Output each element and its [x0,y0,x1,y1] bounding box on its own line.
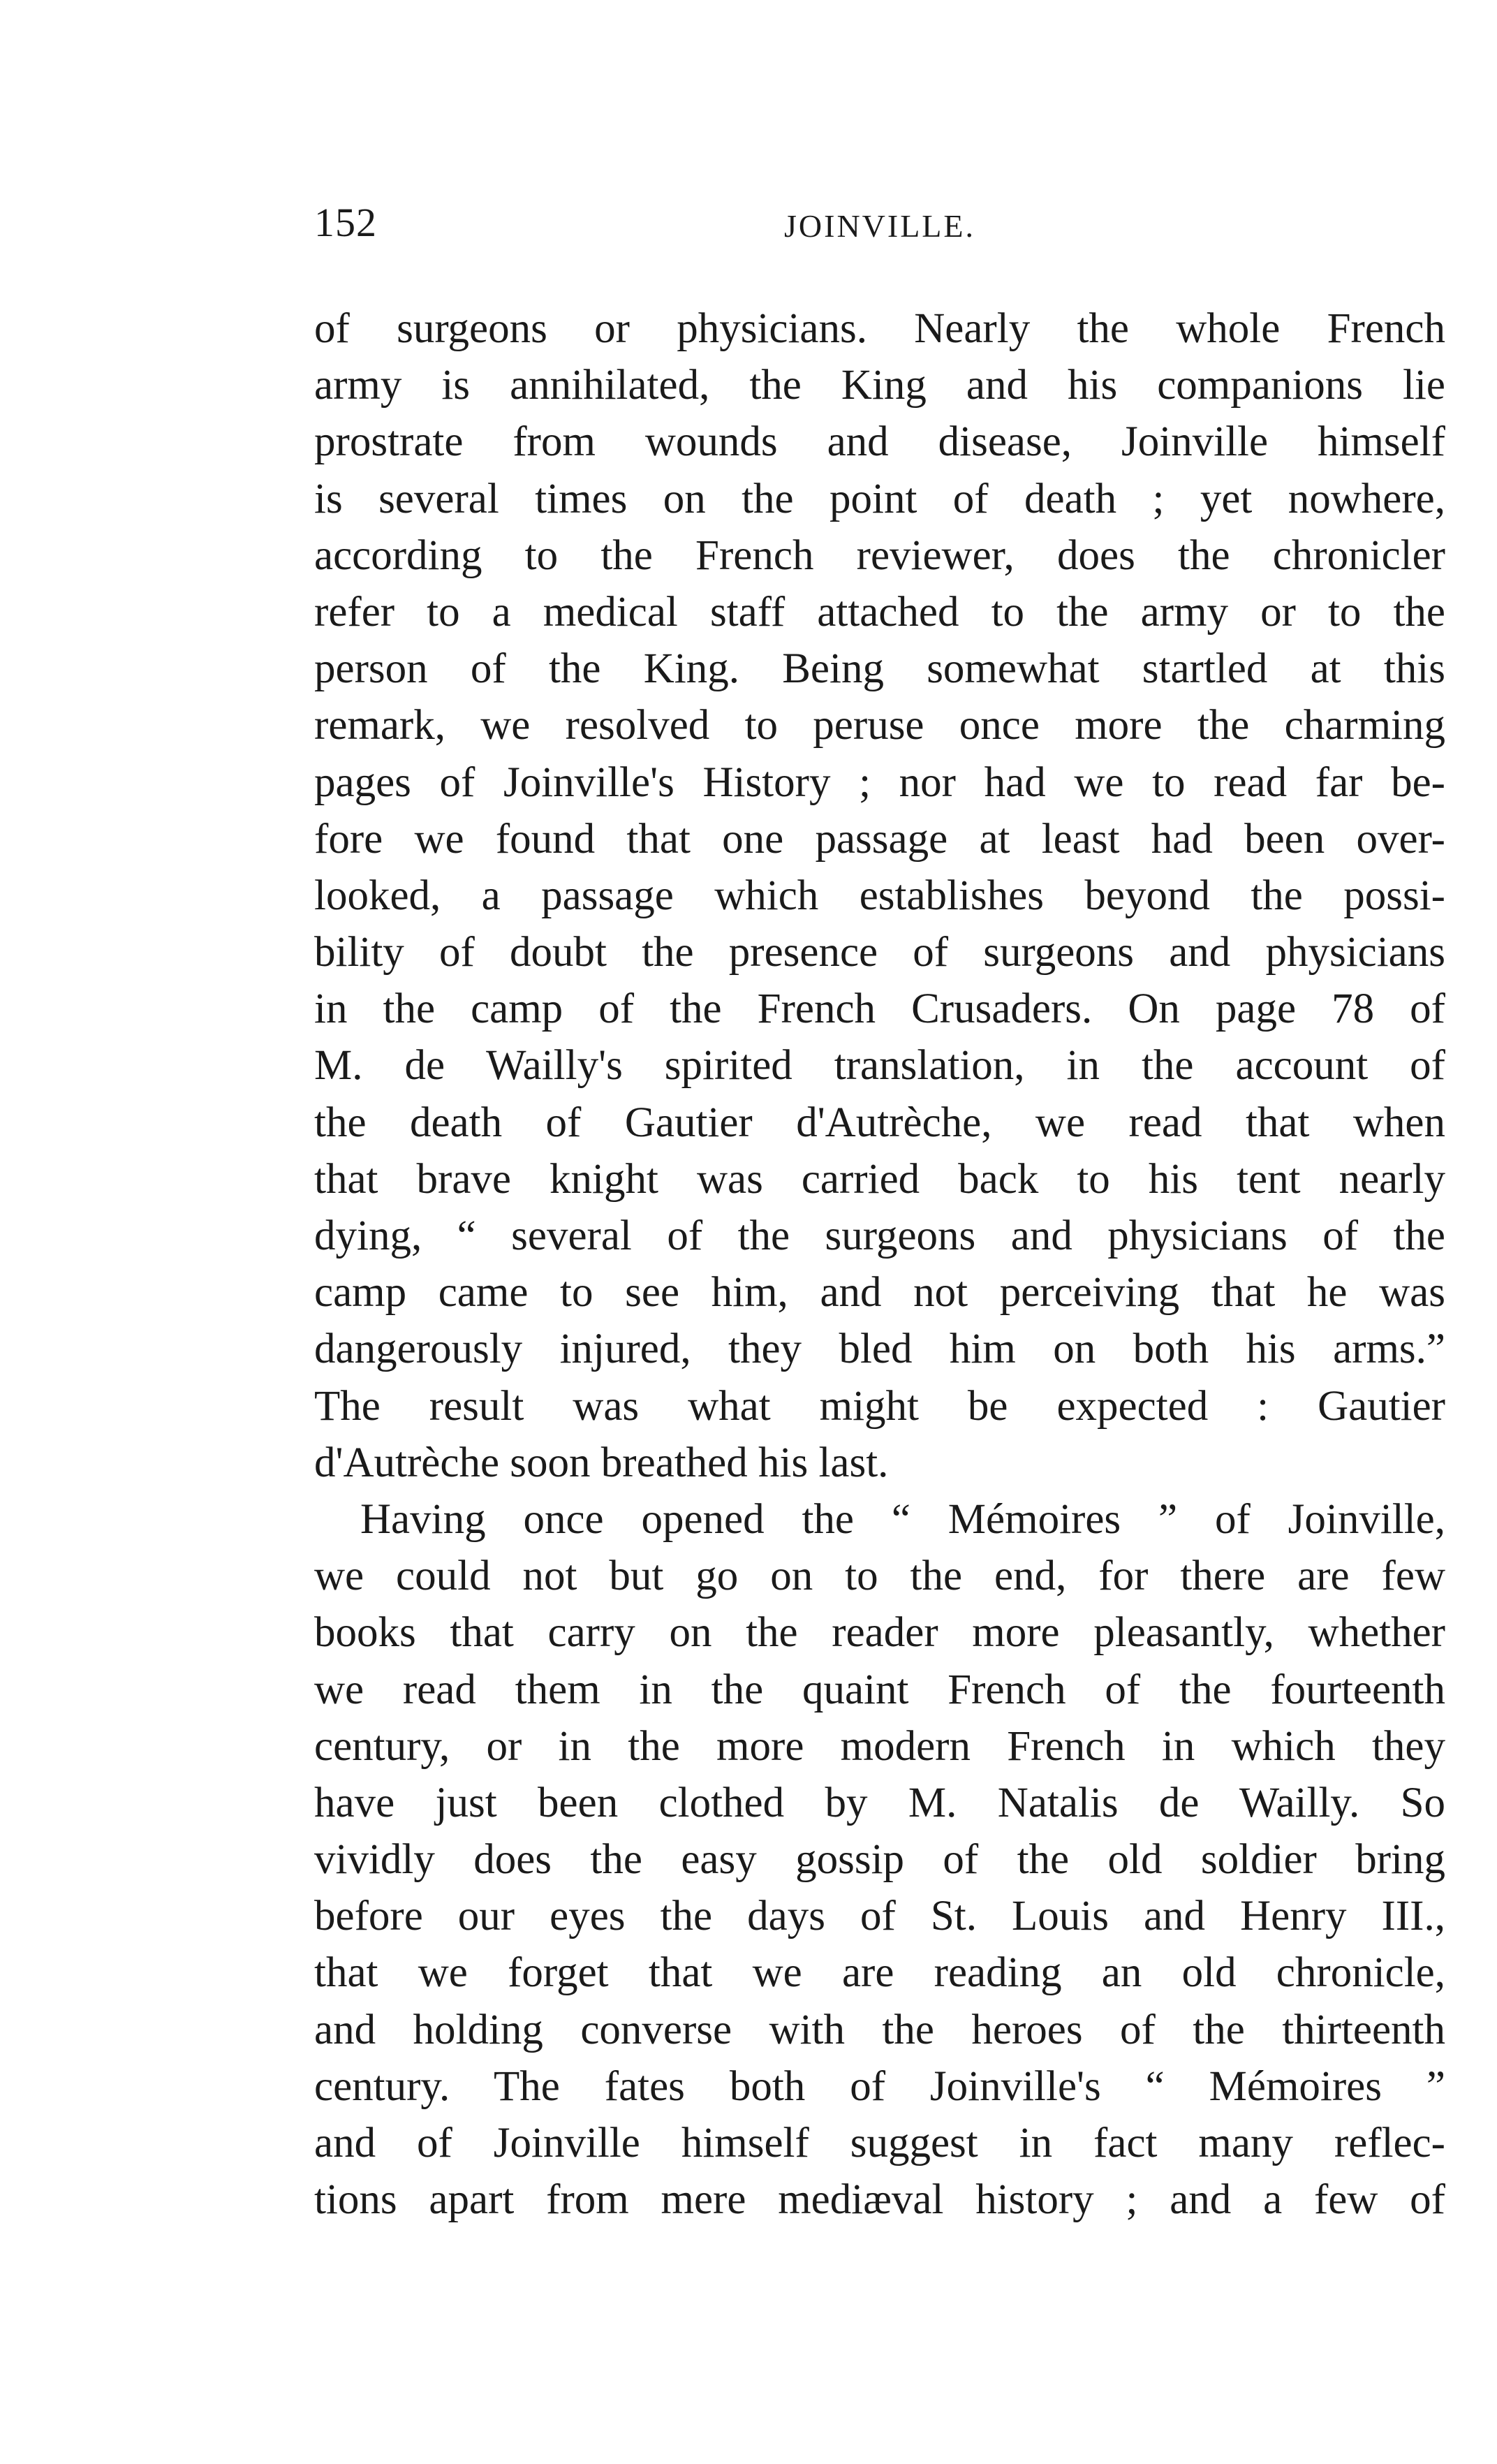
text-line: have just been clothed by M. Natalis de Wailly. So [314,1779,1445,1826]
text-line: that brave knight was carried back to his tent nearly [314,1155,1445,1203]
text-line: d'Autrèche soon breathed his last. [314,1439,889,1486]
text-line: century. The fates both of Joinville's “ Mémoires ” [314,2062,1445,2110]
text-line: fore we found that one passage at least had been over- [314,815,1445,863]
text-line: and of Joinville himself suggest in fact many reflec- [314,2120,1445,2166]
text-line: bility of doubt the presence of surgeons and physicians [314,929,1445,976]
text-line: person of the King. Being somewhat startled at this [314,645,1445,693]
text-line: we could not but go on to the end, for there are few [314,1553,1445,1600]
text-line: The result was what might be expected : Gautier [314,1382,1445,1430]
text-line: dangerously injured, they bled him on both his arms.” [314,1326,1445,1373]
text-line: before our eyes the days of St. Louis and Henry III., [314,1893,1445,1940]
text-line: Having once opened the “ Mémoires ” of Joinville, [360,1495,1445,1543]
body-text [314,300,1445,2228]
text-line: is several times on the point of death ; yet nowhere, [314,475,1445,522]
text-line: pages of Joinville's History ; nor had we to read far be- [314,758,1445,806]
text-line: M. de Wailly's spirited translation, in the account of [314,1042,1445,1090]
text-line: army is annihilated, the King and his companions lie [314,362,1445,409]
paragraph-1 [314,300,1445,1491]
text-line: vividly does the easy gossip of the old soldier bring [314,1836,1445,1884]
text-line: tions apart from mere mediæval history ; and a few of [314,2176,1445,2224]
running-title: JOINVILLE. [784,208,975,244]
text-line: books that carry on the reader more pleasantly, whether [314,1609,1445,1657]
text-line: remark, we resolved to peruse once more the charming [314,702,1445,749]
text-line: we read them in the quaint French of the fourteenth [314,1666,1445,1713]
text-line: of surgeons or physicians. Nearly the whole French [314,305,1445,352]
text-line: camp came to see him, and not perceiving that he was [314,1269,1445,1317]
paragraph-2 [314,1491,1445,2228]
page-number: 152 [314,200,377,245]
text-line: refer to a medical staff attached to the army or to the [314,588,1445,636]
text-line: in the camp of the French Crusaders. On page 78 of [314,985,1445,1033]
text-line: century, or in the more modern French in which they [314,1722,1445,1770]
text-line: dying, “ several of the surgeons and physicians of the [314,1212,1445,1259]
text-line: that we forget that we are reading an old chronicle, [314,1949,1445,1997]
running-head [314,199,1445,255]
text-line: and holding converse with the heroes of the thirteenth [314,2006,1445,2053]
text-line: looked, a passage which establishes beyond the possi- [314,872,1445,919]
text-line: the death of Gautier d'Autrèche, we read that when [314,1099,1445,1146]
text-line: according to the French reviewer, does the chronicler [314,531,1445,579]
text-line: prostrate from wounds and disease, Joinville himself [314,418,1445,466]
